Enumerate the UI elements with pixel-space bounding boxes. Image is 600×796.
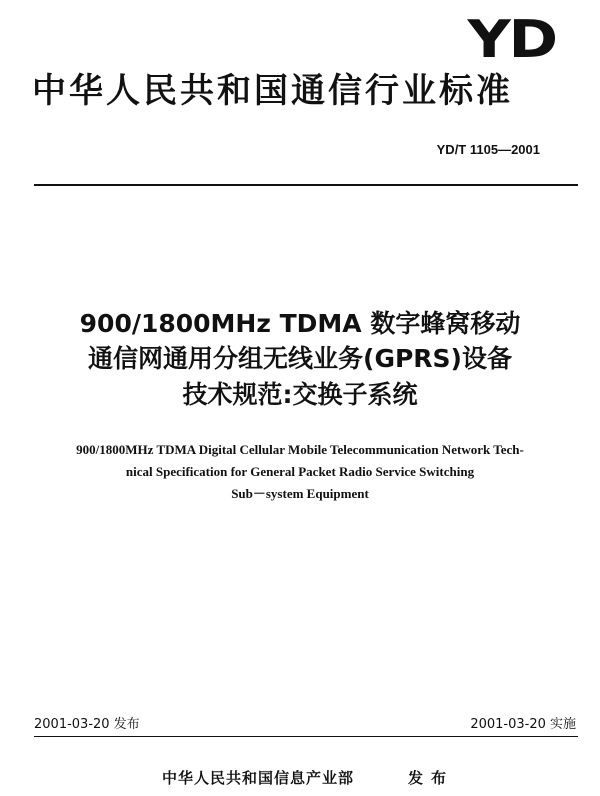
issue-date: 2001-03-20 发布 — [34, 717, 140, 732]
issuing-ministry: 中华人民共和国信息产业部 — [162, 769, 355, 787]
yd-logo: YD — [467, 10, 556, 70]
english-title-line-1: 900/1800MHz TDMA Digital Cellular Mobile Telecommunication Network Tech- — [76, 442, 524, 457]
chinese-title-line-1: 900/1800MHz TDMA 数字蜂窝移动 — [79, 309, 521, 338]
chinese-title-line-2: 通信网通用分组无线业务(GPRS)设备 — [88, 344, 512, 373]
implementation-date: 2001-03-20 实施 — [470, 717, 576, 732]
header-divider — [34, 184, 578, 186]
standard-number: YD/T 1105—2001 — [436, 142, 540, 157]
english-title-line-3: Sub－system Equipment — [231, 486, 369, 501]
footer-divider — [34, 736, 578, 737]
industry-standard-title: 中华人民共和国通信行业标准 — [32, 71, 513, 111]
publish-label: 发布 — [408, 769, 455, 787]
chinese-title-line-3: 技术规范:交换子系统 — [182, 380, 418, 409]
english-title-line-2: nical Specification for General Packet Radio Service Switching — [125, 464, 475, 479]
